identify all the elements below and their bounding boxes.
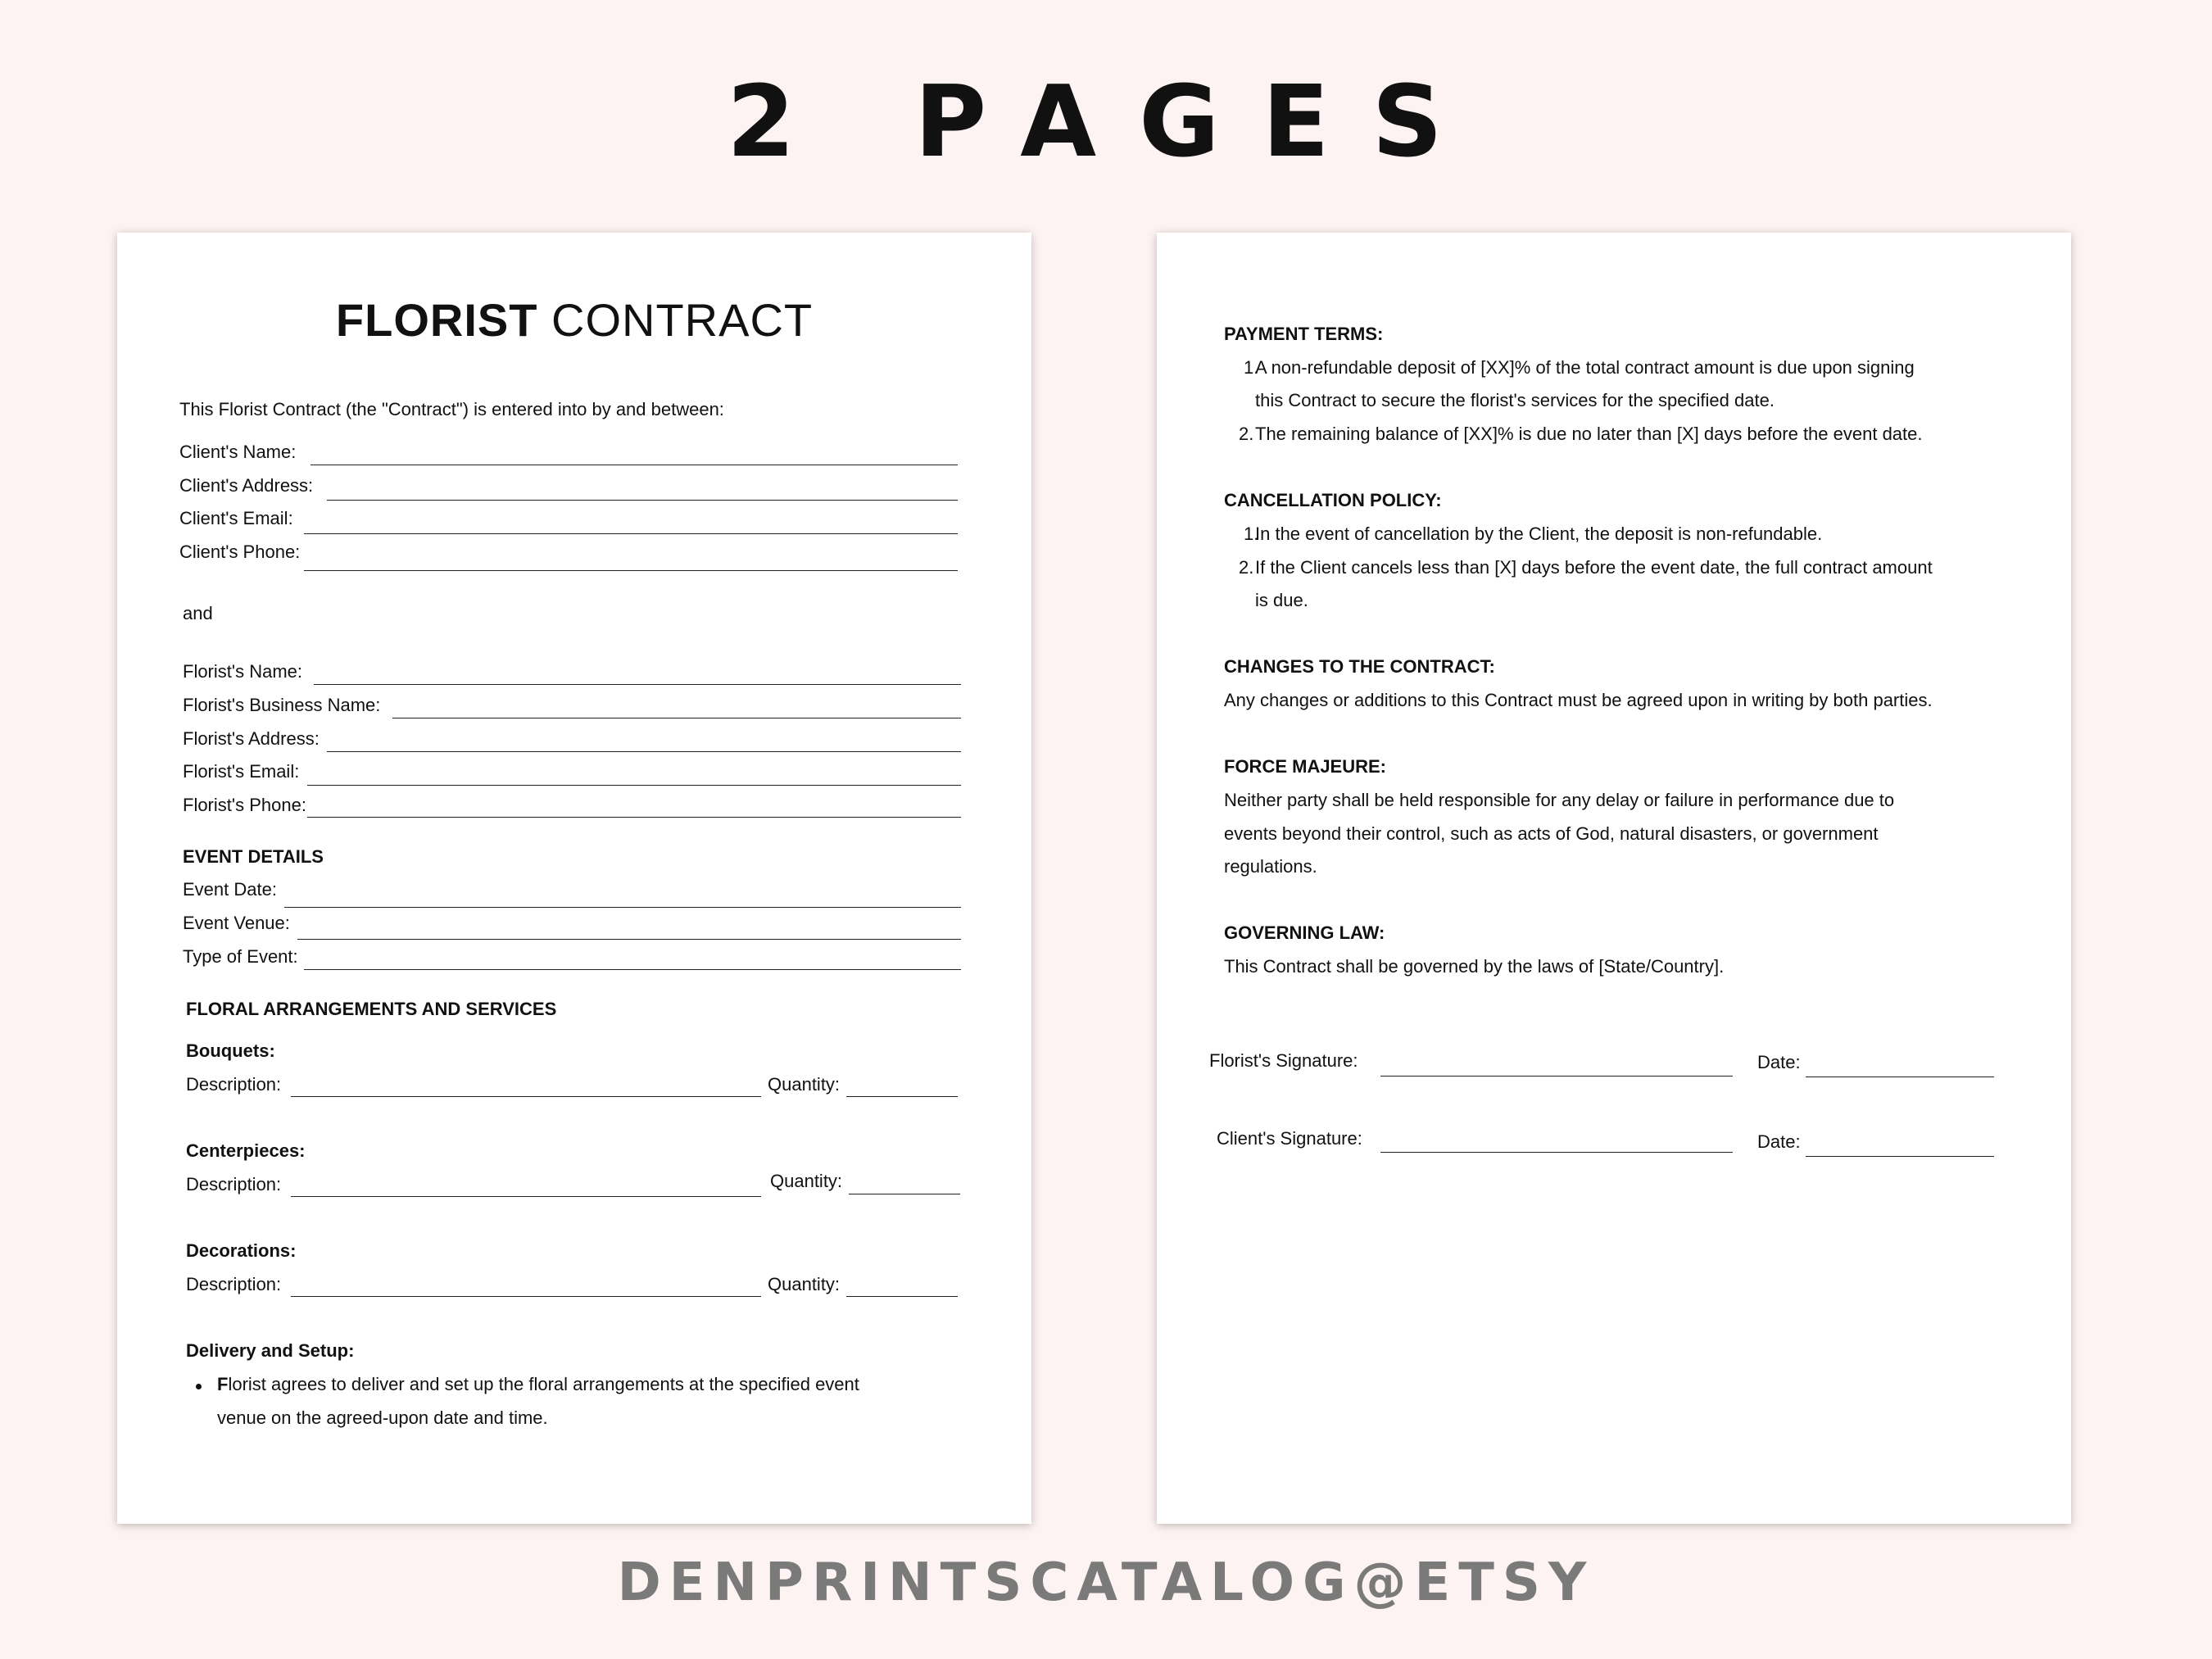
payment-heading: PAYMENT TERMS: <box>1224 324 1384 344</box>
decorations-description-label: Description: <box>186 1274 282 1294</box>
client-date-label: Date: <box>1757 1131 1801 1152</box>
title-bold: FLORIST <box>335 294 538 346</box>
cancel-2-num: 2. <box>1239 557 1254 578</box>
delivery-heading: Delivery and Setup: <box>186 1340 355 1361</box>
florist-signature-line[interactable] <box>1380 1076 1733 1077</box>
event-type-line[interactable] <box>304 969 961 970</box>
payment-1-num: 1. <box>1244 357 1259 378</box>
client-email-line[interactable] <box>304 533 958 534</box>
centerpieces-quantity-label: Quantity: <box>770 1171 843 1191</box>
force-majeure-heading: FORCE MAJEURE: <box>1224 756 1387 777</box>
bouquets-description-line[interactable] <box>291 1096 761 1097</box>
intro-text: This Florist Contract (the "Contract") is entered into by and between: <box>179 399 724 419</box>
payment-1-line2: this Contract to secure the florist's services for the specified date. <box>1255 390 1775 410</box>
bouquets-quantity-label: Quantity: <box>768 1074 841 1095</box>
cancel-1-line1: In the event of cancellation by the Client, the deposit is non-refundable. <box>1255 524 1823 544</box>
event-heading: EVENT DETAILS <box>183 846 324 867</box>
florist-name-label: Florist's Name: <box>183 661 302 682</box>
florist-address-line[interactable] <box>327 751 961 752</box>
cancel-2-line1: If the Client cancels less than [X] days before the event date, the full contract amount <box>1255 557 1933 578</box>
event-date-label: Event Date: <box>183 879 277 900</box>
delivery-line1-rest: lorist agrees to deliver and set up the floral arrangements at the specified event <box>228 1374 859 1394</box>
and-text: and <box>183 603 213 623</box>
delivery-first-letter: F <box>217 1374 229 1394</box>
event-venue-label: Event Venue: <box>183 913 290 933</box>
changes-heading: CHANGES TO THE CONTRACT: <box>1224 656 1495 677</box>
florist-signature-label: Florist's Signature: <box>1209 1050 1358 1071</box>
bouquets-description-label: Description: <box>186 1074 282 1095</box>
contract-page-1 <box>117 233 1031 1524</box>
bullet-dot <box>196 1384 202 1389</box>
payment-2-num: 2. <box>1239 424 1254 444</box>
client-name-label: Client's Name: <box>179 442 297 462</box>
client-address-label: Client's Address: <box>179 475 314 496</box>
client-address-line[interactable] <box>327 500 958 501</box>
centerpieces-description-label: Description: <box>186 1174 282 1194</box>
cancel-1-num: 1. <box>1244 524 1259 544</box>
client-date-line[interactable] <box>1806 1156 1994 1157</box>
client-phone-label: Client's Phone: <box>179 542 301 562</box>
delivery-text-line2: venue on the agreed-upon date and time. <box>217 1407 548 1428</box>
florist-date-label: Date: <box>1757 1052 1801 1072</box>
cancellation-heading: CANCELLATION POLICY: <box>1224 490 1442 510</box>
decorations-heading: Decorations: <box>186 1240 297 1261</box>
event-type-label: Type of Event: <box>183 946 298 967</box>
title-regular: CONTRACT <box>551 294 814 346</box>
florist-name-line[interactable] <box>314 684 961 685</box>
force-line1: Neither party shall be held responsible for any delay or failure in performance due to <box>1224 790 1895 810</box>
event-venue-line[interactable] <box>297 939 961 940</box>
centerpieces-description-line[interactable] <box>291 1196 761 1197</box>
shop-footer: DENPRINTSCATALOG@ETSY <box>617 1552 1595 1613</box>
florist-phone-label: Florist's Phone: <box>183 795 306 815</box>
decorations-quantity-line[interactable] <box>846 1296 958 1297</box>
payment-1-line1: A non-refundable deposit of [XX]% of the total contract amount is due upon signing <box>1255 357 1915 378</box>
force-line3: regulations. <box>1224 856 1317 877</box>
client-signature-label: Client's Signature: <box>1217 1128 1362 1149</box>
client-email-label: Client's Email: <box>179 508 293 528</box>
contract-title <box>117 292 1031 349</box>
governing-law-text: This Contract shall be governed by the laws of [State/Country]. <box>1224 956 1725 977</box>
florist-address-label: Florist's Address: <box>183 728 320 749</box>
florist-phone-line[interactable] <box>307 817 961 818</box>
florist-email-label: Florist's Email: <box>183 761 300 782</box>
client-phone-line[interactable] <box>304 570 958 571</box>
changes-text: Any changes or additions to this Contract must be agreed upon in writing by both parties. <box>1224 690 1933 710</box>
decorations-description-line[interactable] <box>291 1296 761 1297</box>
cancel-2-line2: is due. <box>1255 590 1308 610</box>
decorations-quantity-label: Quantity: <box>768 1274 841 1294</box>
floral-heading: FLORAL ARRANGEMENTS AND SERVICES <box>186 999 557 1019</box>
force-line2: events beyond their control, such as acts of God, natural disasters, or government <box>1224 823 1879 844</box>
event-date-line[interactable] <box>284 907 961 908</box>
client-signature-line[interactable] <box>1380 1152 1733 1153</box>
centerpieces-heading: Centerpieces: <box>186 1140 306 1161</box>
contract-page-2 <box>1157 233 2071 1524</box>
bouquets-heading: Bouquets: <box>186 1040 275 1061</box>
florist-email-line[interactable] <box>307 785 961 786</box>
delivery-text-line1 <box>217 1371 859 1398</box>
bouquets-quantity-line[interactable] <box>846 1096 958 1097</box>
page-heading: 2 PAGES <box>727 66 1485 179</box>
governing-law-heading: GOVERNING LAW: <box>1224 922 1385 943</box>
payment-2-line1: The remaining balance of [XX]% is due no later than [X] days before the event date. <box>1255 424 1923 444</box>
florist-business-label: Florist's Business Name: <box>183 695 381 715</box>
